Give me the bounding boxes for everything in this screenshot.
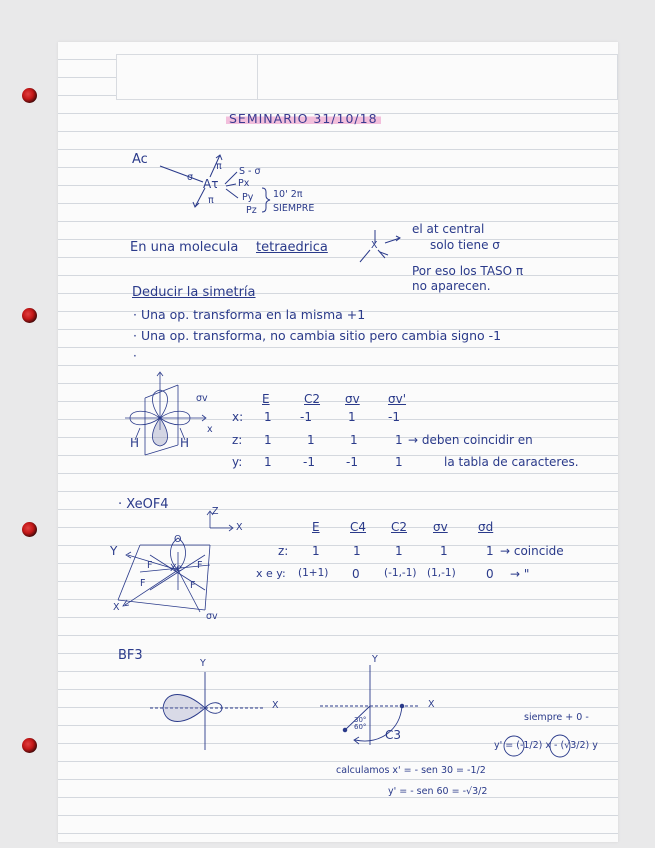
h-left: H [130, 436, 140, 450]
bf3-axis-y: Y [200, 658, 206, 669]
atom-ac: Ac [132, 152, 148, 167]
t1-header-sv: σv [345, 392, 360, 406]
bf3-formula-y: y' = (-1/2) x - (√3/2) y [494, 740, 598, 751]
bf3-calc-2: y' = - sen 60 = -√3/2 [388, 786, 488, 797]
tetra-underlined: tetraedrica [256, 240, 328, 255]
xeof4-axis-sv: σv [206, 611, 218, 622]
tetra-text: En una molecula [130, 240, 239, 255]
xeof4-atom-f: F [140, 578, 146, 589]
t1-row-label: z: [232, 433, 243, 447]
deducir-bullet-2: · Una op. transforma, no cambia sitio pero cambia signo -1 [133, 328, 502, 343]
pi-label-top: π [216, 161, 222, 172]
xeof4-atom-f: F [190, 580, 196, 591]
xeof4-atom-o: O [174, 534, 182, 545]
t1-note: la tabla de caracteres. [444, 455, 579, 469]
bf3-axis-x2: X [428, 699, 435, 710]
bf3-angle: 30° [354, 716, 367, 724]
deducir-bullet-1: · Una op. transforma en la misma +1 [133, 307, 366, 322]
xeof4-heading: · XeOF4 [118, 497, 169, 512]
t1-cell: 1 [264, 455, 272, 469]
t1-cell: 1 [395, 455, 403, 469]
bf3-siempre-note: siempre + 0 - [524, 712, 589, 723]
t1-cell: -1 [303, 455, 315, 469]
t1-cell: -1 [388, 410, 400, 424]
xeof4-axis-x2: X [113, 602, 120, 613]
t2-cell: 1 [395, 544, 403, 558]
t2-cell: 1 [486, 544, 494, 558]
xeof4-axis-y: Y [110, 544, 118, 558]
tetra-note-3: Por eso los TASO π [412, 264, 524, 278]
t2-note: → " [510, 567, 530, 581]
t2-row-label: x e y: [256, 567, 286, 580]
t1-cell: 1 [348, 410, 356, 424]
orbital-px: Px [238, 178, 250, 189]
t1-header-e: E [262, 392, 270, 406]
bracket-note-1: 10' 2π [273, 189, 303, 200]
xeof4-axis-x: X [236, 522, 243, 533]
t2-cell: 1 [312, 544, 320, 558]
t1-cell: 1 [264, 410, 272, 424]
xeof4-atom-f: F [147, 560, 153, 571]
t1-cell: 1 [307, 433, 315, 447]
xeof4-axis-z: Z [212, 506, 219, 517]
t1-row-label: x: [232, 410, 244, 424]
page-title: SEMINARIO 31/10/18 [226, 111, 381, 126]
t2-header: E [312, 520, 320, 534]
bf3-angle2: 60° [354, 723, 367, 731]
xeof4-atom-xe: Xe [170, 563, 182, 574]
bf3-axis-x: X [272, 700, 279, 711]
pi-label-bottom: π [208, 195, 214, 206]
t2-row-label: z: [278, 544, 289, 558]
t2-header: C4 [350, 520, 367, 534]
t2-header: σd [478, 520, 494, 534]
t2-cell: (-1,-1) [384, 567, 417, 579]
deducir-bullet-3: · [133, 349, 137, 363]
t1-note: → deben coincidir en [408, 433, 533, 447]
tetra-note-2: solo tiene σ [430, 238, 500, 252]
bf3-rotation: C3 [385, 728, 402, 742]
bf3-axis-y2: Y [372, 654, 378, 665]
orbital-py: Py [242, 192, 254, 203]
t2-header: C2 [391, 520, 408, 534]
t2-cell: 0 [486, 567, 494, 581]
t1-cell: -1 [300, 410, 312, 424]
bf3-calc-1: calculamos x' = - sen 30 = -1/2 [336, 765, 486, 776]
t1-header-c2: C2 [304, 392, 321, 406]
xeof4-atom-f: F [197, 560, 203, 571]
t2-cell: (1+1) [298, 567, 329, 579]
t1-cell: 1 [350, 433, 358, 447]
t1-cell: -1 [346, 455, 358, 469]
deducir-heading: Deducir la simetría [132, 285, 256, 300]
t2-cell: 1 [353, 544, 361, 558]
t1-row-label: y: [232, 455, 243, 469]
tetra-note-1: el at central [412, 222, 485, 236]
t2-cell: 0 [352, 567, 360, 581]
tetra-atom: X [371, 240, 378, 251]
t2-cell: 1 [440, 544, 448, 558]
t1-cell: 1 [395, 433, 403, 447]
orbital-pz: Pz [246, 205, 257, 216]
t2-header: σv [433, 520, 448, 534]
t2-note: → coincide [500, 544, 564, 558]
orbital-s: S - σ [239, 166, 261, 177]
h-right: H [180, 436, 190, 450]
t1-cell: 1 [264, 433, 272, 447]
t2-cell: (1,-1) [427, 567, 456, 579]
sigma-v-label: σv [196, 393, 208, 404]
x-axis-label: x [207, 424, 213, 435]
sigma-label: σ [187, 172, 194, 183]
atom-center: Aτ [203, 177, 219, 191]
bracket-note-2: SIEMPRE [273, 203, 315, 214]
tetra-note-4: no aparecen. [412, 279, 491, 293]
bf3-heading: BF3 [118, 648, 143, 663]
t1-header-sv2: σv' [388, 392, 407, 406]
